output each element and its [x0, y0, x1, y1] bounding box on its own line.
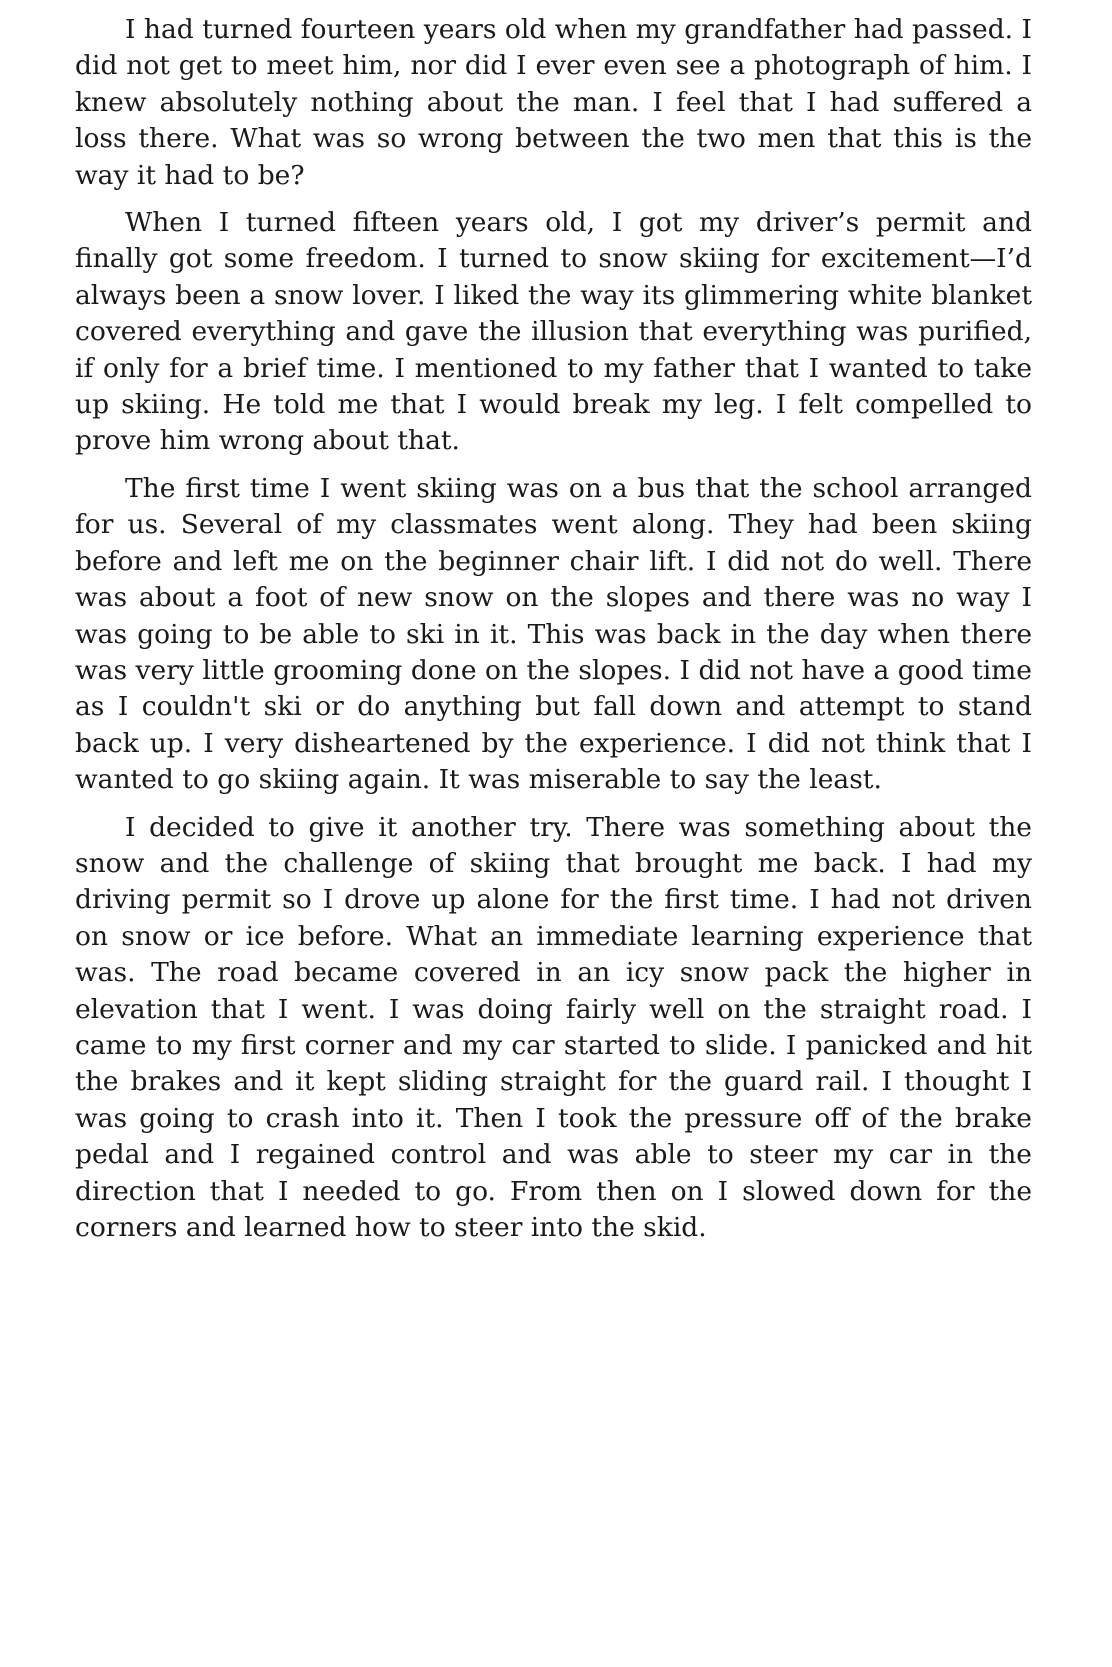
- paragraph-drivers-permit: When I turned fifteen years old, I got my driver’s permit and finally got some freedom. I turned to snow skiing for excitement—I’d always been a snow lover. I liked the way its glimmering white blanket covered everything and gave the illusion that everything was purified, if only for a brief time. I mentioned to my father that I wanted to take up skiing. He told me that I would break my leg. I felt compelled to prove him wrong about that.: [75, 207, 1032, 457]
- paragraph-driving-on-snow: I decided to give it another try. There was something about the snow and the challenge of skiing that brought me back. I had my driving permit so I drove up alone for the first time. I had not driven on snow or ice before. What an immediate learning experience that was. The road became covered in an icy snow pack the higher in elevation that I went. I was doing fairly well on the straight road. I came to my first corner and my car started to slide. I panicked and hit the brakes and it kept sliding straight for the guard rail. I thought I was going to crash into it. Then I took the pressure off of the brake pedal and I regained control and was able to steer my car in the direction that I needed to go. From then on I slowed down for the corners and learned how to steer into the skid.: [75, 811, 1032, 1243]
- paragraph-first-ski-trip: The first time I went skiing was on a bus that the school arranged for us. Several of my classmates went along. They had been skiing before and left me on the beginner chair lift. I did not do well. There was about a foot of new snow on the slopes and there was no way I was going to be able to ski in it. This was back in the day when there was very little grooming done on the slopes. I did not have a good time as I couldn't ski or do anything but fall down and attempt to stand back up. I very disheartened by the experience. I did not think that I wanted to go skiing again. It was miserable to say the least.: [75, 472, 1032, 796]
- paragraph-grandfather: I had turned fourteen years old when my grandfather had passed. I did not get to meet him, nor did I ever even see a photograph of him. I knew absolutely nothing about the man. I feel that I had suffered a loss there. What was so wrong between the two men that this is the way it had to be?: [75, 14, 1032, 191]
